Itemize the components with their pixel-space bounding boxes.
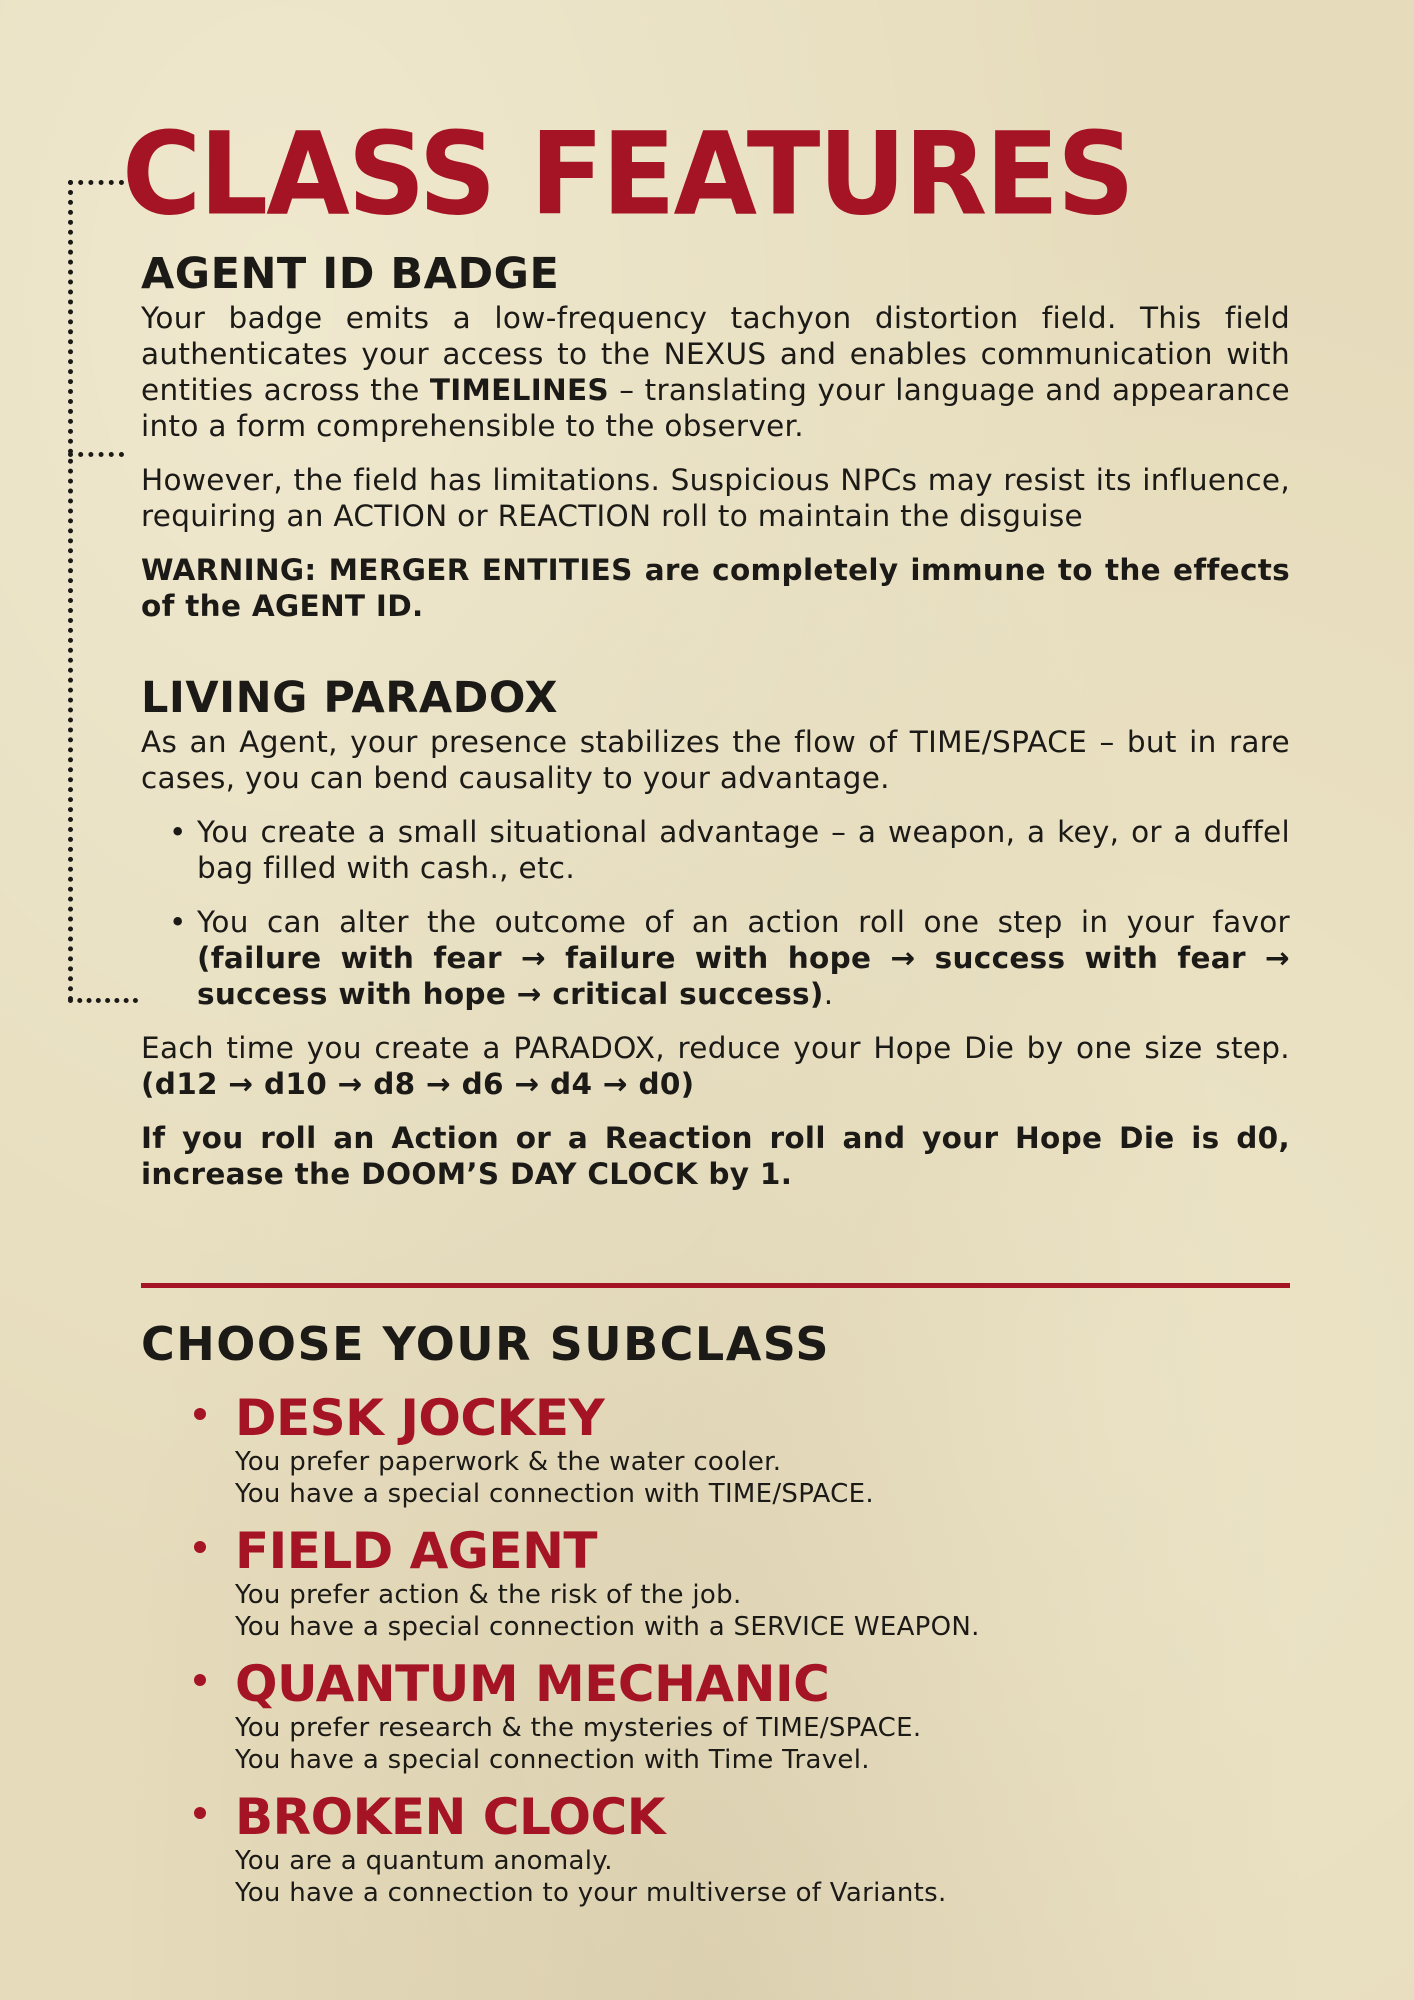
subclass-connection: You have a special connection with TIME/SPACE. <box>235 1479 874 1509</box>
subclass-description: You prefer research & the mysteries of TIME/SPACE. <box>235 1713 922 1743</box>
subclass-description: You prefer paperwork & the water cooler. <box>235 1447 782 1477</box>
bullet-text: You can alter the outcome of an action roll one step in your favor <box>197 905 1290 939</box>
bullet-icon: • <box>169 815 187 849</box>
outcome-step-chain: (failure with fear → failure with hope → success with fear → success with hope → critical success) <box>197 941 1290 1011</box>
bullet-end: . <box>823 977 834 1011</box>
bullet-icon <box>194 1541 206 1553</box>
living-paradox-bullets <box>141 814 1290 1012</box>
hope-die-step-chain: (d12 → d10 → d8 → d6 → d4 → d0) <box>141 1067 695 1101</box>
choose-subclass-heading: CHOOSE YOUR SUBCLASS <box>141 1317 831 1371</box>
subclass-item-quantum-mechanic <box>190 1656 1290 1776</box>
subclass-name: QUANTUM MECHANIC <box>235 1655 830 1713</box>
bracket-vertical-line <box>68 180 73 1002</box>
subclass-description: You prefer action & the risk of the job. <box>235 1580 742 1610</box>
timelines-term: TIMELINES <box>429 373 609 407</box>
list-item <box>169 904 1290 1012</box>
bullet-icon: • <box>169 905 187 939</box>
section-divider <box>141 1283 1290 1288</box>
subclass-item-field-agent <box>190 1523 1290 1643</box>
subclass-connection: You have a special connection with Time Travel. <box>235 1745 870 1775</box>
doomsday-clock-rule: If you roll an Action or a Reaction roll and your Hope Die is d0, increase the DOOM’S DAY CLOCK by 1. <box>141 1121 1290 1191</box>
living-paradox-heading: LIVING PARADOX <box>141 673 559 723</box>
page-title: CLASS FEATURES <box>122 108 1133 241</box>
agent-id-badge-limitations: However, the field has limitations. Suspicious NPCs may resist its influence, requiring an ACTION or REACTION roll to maintain the disguise <box>141 463 1290 533</box>
subclass-description: You are a quantum anomaly. <box>235 1846 613 1876</box>
agent-id-badge-text-1: Your badge emits a low-frequency tachyon distortion field. This field authenticates your access to the NEXUS and enables communication with entities across the <box>141 301 1290 407</box>
bullet-icon <box>194 1408 206 1420</box>
subclass-connection: You have a special connection with a SERVICE WEAPON. <box>235 1612 980 1642</box>
bullet-icon <box>194 1674 206 1686</box>
bracket-bottom-connector <box>68 998 138 1003</box>
subclass-name: FIELD AGENT <box>235 1522 598 1580</box>
agent-id-badge-heading: AGENT ID BADGE <box>141 249 560 299</box>
agent-id-warning: WARNING: MERGER ENTITIES are completely immune to the effects of the AGENT ID. <box>141 553 1290 623</box>
bullet-text: You create a small situational advantage – a weapon, a key, or a duffel bag filled with cash., etc. <box>197 815 1290 885</box>
bracket-middle-connector <box>68 452 124 457</box>
subclass-item-desk-jockey <box>190 1390 1290 1510</box>
living-paradox-intro: As an Agent, your presence stabilizes the flow of TIME/SPACE – but in rare cases, you can bend causality to your advantage. <box>141 725 1290 795</box>
subclass-item-broken-clock <box>190 1789 1290 1909</box>
agent-id-badge-description <box>141 300 1290 444</box>
paradox-hope-die-rule <box>141 1030 1290 1102</box>
subclass-list <box>190 1390 1290 1922</box>
bracket-top-connector <box>68 180 124 185</box>
class-features-content <box>141 248 1290 1192</box>
subclass-connection: You have a connection to your multiverse of Variants. <box>235 1878 947 1908</box>
paradox-rule-text: Each time you create a PARADOX, reduce your Hope Die by one size step. <box>141 1031 1290 1065</box>
list-item <box>169 814 1290 886</box>
bullet-icon <box>194 1807 206 1819</box>
agent-id-badge-text-2: – translating your language and appearance into a form comprehensible to the observer. <box>141 373 1291 443</box>
subclass-name: DESK JOCKEY <box>235 1389 605 1447</box>
subclass-name: BROKEN CLOCK <box>235 1788 665 1846</box>
